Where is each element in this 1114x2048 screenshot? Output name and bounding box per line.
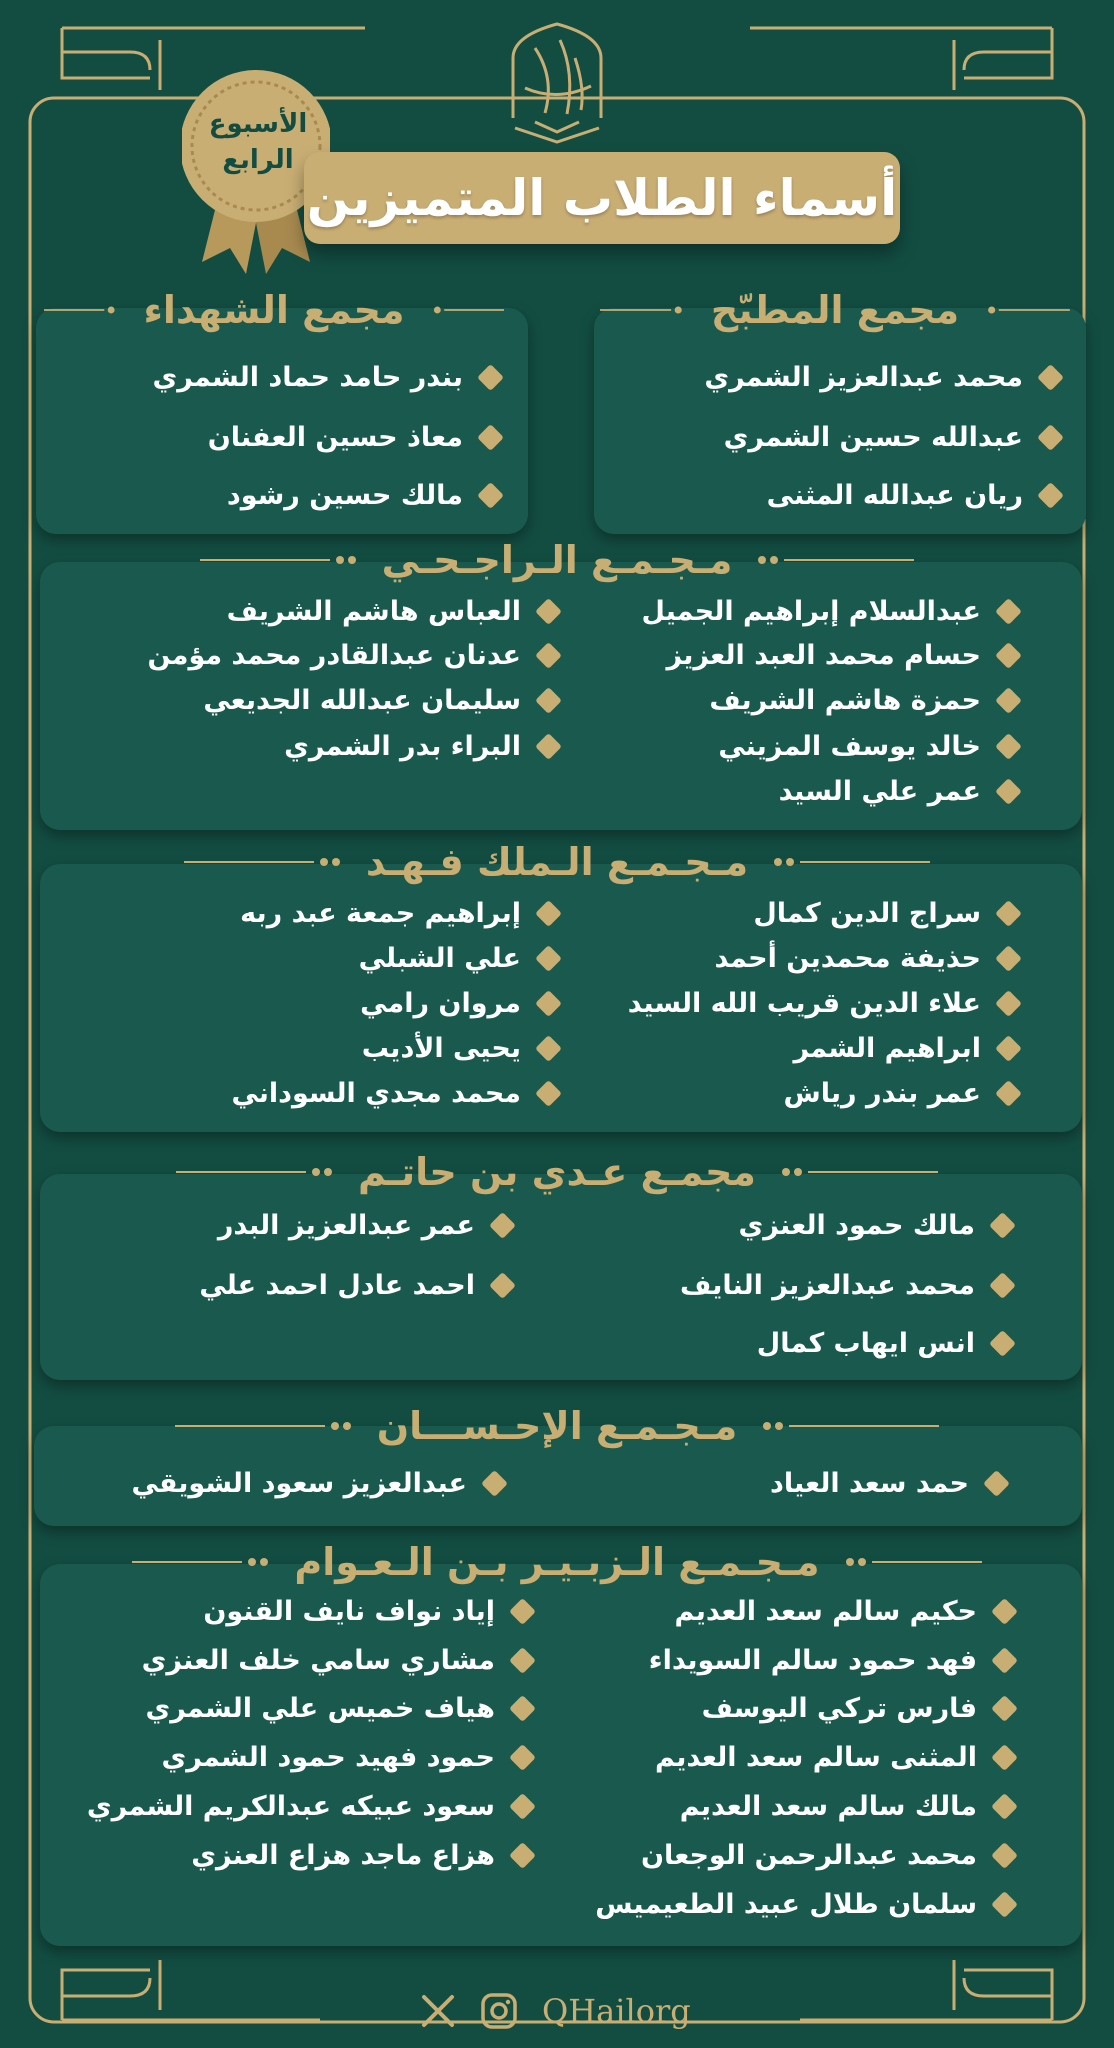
student-name: محمد عبدالعزيز الشمري: [704, 362, 1060, 393]
diamond-bullet-icon: [991, 1598, 1018, 1625]
diamond-bullet-icon: [535, 990, 562, 1017]
student-name: هزاع ماجد هزاع العنزي: [191, 1840, 532, 1871]
diamond-bullet-icon: [509, 1793, 536, 1820]
diamond-bullet-icon: [989, 1212, 1016, 1239]
diamond-bullet-icon: [489, 1272, 516, 1299]
student-name: البراء بدر الشمري: [284, 731, 558, 762]
student-name: مالك سالم سعد العديم: [680, 1791, 1014, 1822]
section-title: مـجـمـع الـزبـيـر بـن الـعـوام: [294, 1540, 820, 1584]
student-name: إبراهيم جمعة عبد ربه: [240, 898, 558, 929]
diamond-bullet-icon: [489, 1212, 516, 1239]
student-name: ريان عبدالله المثنى: [767, 480, 1060, 511]
social-handle[interactable]: QHailorg: [542, 1992, 691, 2030]
diamond-bullet-icon: [535, 1080, 562, 1107]
x-logo-icon[interactable]: [420, 1993, 456, 2029]
diamond-bullet-icon: [991, 1695, 1018, 1722]
ornament-line-icon: [44, 304, 121, 316]
ornament-line-icon: [176, 1166, 336, 1178]
section-heading: [120, 1398, 994, 1454]
diamond-bullet-icon: [477, 424, 504, 451]
diamond-bullet-icon: [509, 1647, 536, 1674]
student-name: حمزة هاشم الشريف: [709, 685, 1018, 716]
student-name: مالك حسين رشود: [227, 480, 500, 511]
section-heading: [120, 1144, 994, 1200]
ornament-line-icon: [175, 1420, 355, 1432]
ornament-line-icon: [778, 1166, 938, 1178]
student-name: سلمان طلال عبيد الطعيميس: [595, 1889, 1014, 1920]
section-heading: [600, 282, 1070, 338]
student-name: حمد سعد العياد: [770, 1468, 1006, 1499]
section-heading: [44, 282, 504, 338]
diamond-bullet-icon: [995, 1080, 1022, 1107]
ornament-line-icon: [770, 856, 930, 868]
section-heading: [120, 834, 994, 890]
student-name: خالد يوسف المزيني: [718, 731, 1018, 762]
student-name: العباس هاشم الشريف: [227, 596, 558, 627]
student-name: يحيى الأديب: [362, 1033, 558, 1064]
diamond-bullet-icon: [1037, 364, 1064, 391]
student-name: حمود فهيد حمود الشمري: [161, 1742, 532, 1773]
student-name: مشاري سامي خلف العنزي: [142, 1645, 532, 1676]
diamond-bullet-icon: [1037, 424, 1064, 451]
ornament-line-icon: [754, 554, 914, 566]
diamond-bullet-icon: [535, 945, 562, 972]
student-name: عمر بندر رياش: [783, 1078, 1018, 1109]
diamond-bullet-icon: [535, 1035, 562, 1062]
student-name: حكيم سالم سعد العديم: [675, 1596, 1014, 1627]
ornament-line-icon: [200, 554, 360, 566]
diamond-bullet-icon: [481, 1470, 508, 1497]
student-name: عبدالسلام إبراهيم الجميل: [642, 596, 1018, 627]
section-title: مجمع المطبّح: [710, 288, 960, 332]
diamond-bullet-icon: [995, 945, 1022, 972]
student-name: احمد عادل احمد علي: [199, 1270, 512, 1301]
student-name: علاء الدين قريب الله السيد: [628, 988, 1018, 1019]
section-title: مجمـع عـدي بن حاتـم: [358, 1150, 756, 1194]
diamond-bullet-icon: [535, 642, 562, 669]
diamond-bullet-icon: [995, 900, 1022, 927]
diamond-bullet-icon: [535, 733, 562, 760]
diamond-bullet-icon: [995, 733, 1022, 760]
student-name: حذيفة محمدين أحمد: [714, 943, 1018, 974]
student-name: ابراهيم الشمر: [793, 1033, 1018, 1064]
footer-social: [420, 1986, 720, 2036]
diamond-bullet-icon: [989, 1330, 1016, 1357]
diamond-bullet-icon: [995, 1035, 1022, 1062]
student-name: معاذ حسين العفنان: [208, 422, 500, 453]
diamond-bullet-icon: [983, 1470, 1010, 1497]
student-name: حسام محمد العبد العزيز: [666, 640, 1018, 671]
diamond-bullet-icon: [995, 642, 1022, 669]
student-name: عبدالعزيز سعود الشويقي: [132, 1468, 504, 1499]
section-heading: [120, 532, 994, 588]
ornament-line-icon: [759, 1420, 939, 1432]
ornament-line-icon: [842, 1556, 982, 1568]
diamond-bullet-icon: [535, 687, 562, 714]
section-heading: [120, 1534, 994, 1590]
diamond-bullet-icon: [1037, 482, 1064, 509]
student-name: انس ايهاب كمال: [757, 1328, 1012, 1359]
student-name: عمر عبدالعزيز البدر: [218, 1210, 512, 1241]
ornament-line-icon: [132, 1556, 272, 1568]
ornament-line-icon: [427, 304, 504, 316]
diamond-bullet-icon: [991, 1793, 1018, 1820]
student-name: هياف خميس علي الشمري: [146, 1693, 532, 1724]
student-name: سراج الدين كمال: [753, 898, 1018, 929]
ornament-line-icon: [600, 304, 689, 316]
section-title: مـجـمـع الـراجـحـي: [381, 538, 733, 582]
diamond-bullet-icon: [535, 598, 562, 625]
student-name: عبدالله حسين الشمري: [724, 422, 1060, 453]
diamond-bullet-icon: [995, 990, 1022, 1017]
diamond-bullet-icon: [991, 1891, 1018, 1918]
student-name: سعود عبيكه عبدالكريم الشمري: [87, 1791, 532, 1822]
diamond-bullet-icon: [991, 1647, 1018, 1674]
student-name: سليمان عبدالله الجديعي: [203, 685, 558, 716]
section-title: مـجـمـع الـملك فـهـد: [365, 840, 749, 884]
badge-line-1: الأسبوع: [208, 109, 308, 139]
diamond-bullet-icon: [509, 1744, 536, 1771]
section-title: مجمع الشهداء: [143, 288, 405, 332]
diamond-bullet-icon: [509, 1695, 536, 1722]
instagram-icon[interactable]: [480, 1992, 518, 2030]
student-name: مالك حمود العنزي: [739, 1210, 1012, 1241]
student-name: المثنى سالم سعد العديم: [655, 1742, 1014, 1773]
diamond-bullet-icon: [477, 482, 504, 509]
student-name: بندر حامد حماد الشمري: [153, 362, 500, 393]
student-name: عمر علي السيد: [779, 776, 1018, 807]
ornament-line-icon: [184, 856, 344, 868]
student-name: فهد حمود سالم السويداء: [649, 1645, 1014, 1676]
student-name: عدنان عبدالقادر محمد مؤمن: [147, 640, 558, 671]
badge-line-2: الرابع: [222, 145, 294, 175]
diamond-bullet-icon: [991, 1744, 1018, 1771]
section-title: مـجـمـع الإحـســـان: [376, 1404, 738, 1448]
student-name: محمد عبدالرحمن الوجعان: [641, 1840, 1014, 1871]
diamond-bullet-icon: [477, 364, 504, 391]
student-name: محمد مجدي السوداني: [231, 1078, 558, 1109]
student-name: علي الشبلي: [359, 943, 558, 974]
diamond-bullet-icon: [995, 687, 1022, 714]
student-name: فارس تركي اليوسف: [702, 1693, 1014, 1724]
diamond-bullet-icon: [509, 1598, 536, 1625]
student-name: إياد نواف نايف القنون: [203, 1596, 532, 1627]
calligraphy-logo-icon: [505, 18, 609, 146]
diamond-bullet-icon: [989, 1272, 1016, 1299]
diamond-bullet-icon: [991, 1842, 1018, 1869]
student-name: مروان رامي: [360, 988, 558, 1019]
diamond-bullet-icon: [509, 1842, 536, 1869]
diamond-bullet-icon: [535, 900, 562, 927]
title-banner: [304, 152, 900, 244]
diamond-bullet-icon: [995, 778, 1022, 805]
ornament-line-icon: [981, 304, 1070, 316]
student-name: محمد عبدالعزيز النايف: [680, 1270, 1012, 1301]
page-title: أسماء الطلاب المتميزين: [306, 169, 898, 227]
diamond-bullet-icon: [995, 598, 1022, 625]
